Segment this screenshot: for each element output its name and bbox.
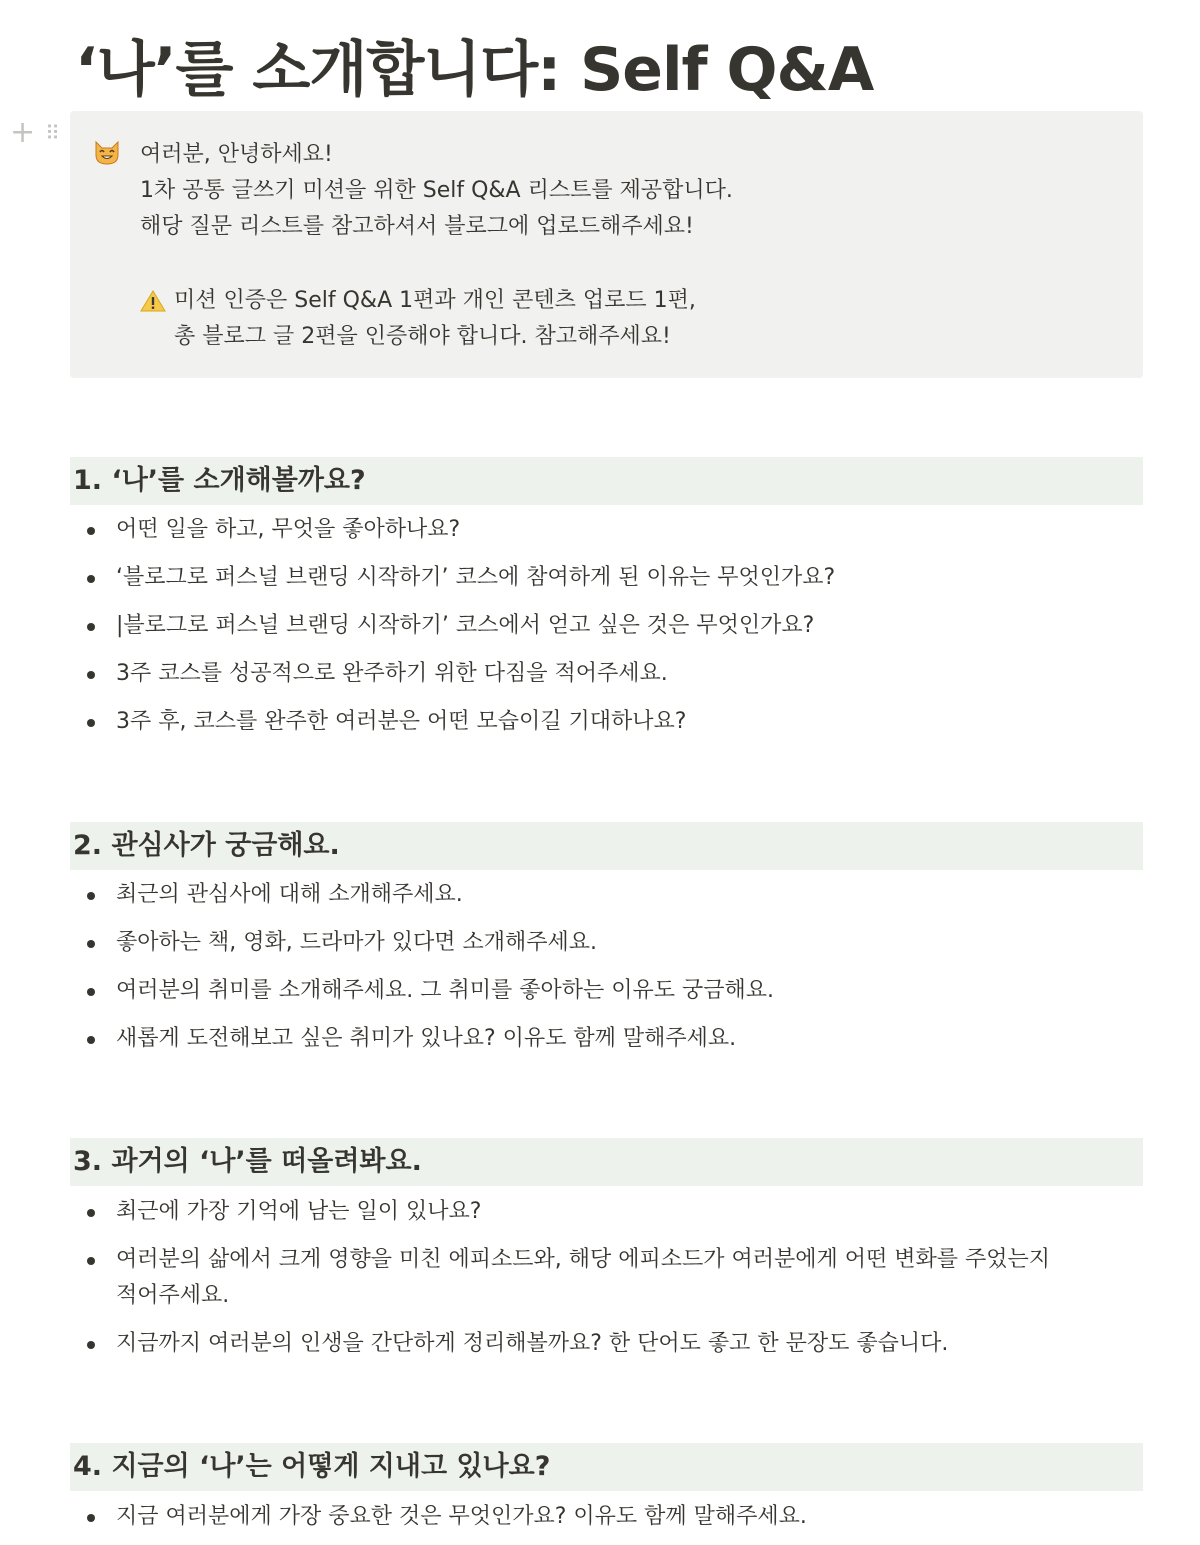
list-item[interactable] [70, 973, 1143, 1021]
bullet-dot-icon [70, 925, 116, 961]
bullet-dot-icon [70, 1499, 116, 1535]
warning-line [140, 283, 733, 319]
bullet-dot-icon [70, 1326, 116, 1362]
list-item-text: 3주 후, 코스를 완주한 여러분은 어떤 모습이길 기대하나요? [116, 709, 687, 734]
list-item-text: 여러분의 삶에서 크게 영향을 미친 에피소드와, 해당 에피소드가 여러분에게 어떤 변화를 주었는지 적어주세요. [116, 1247, 1051, 1308]
block-handle [10, 115, 58, 150]
bullet-dot-icon [70, 608, 116, 644]
bullet-dot-icon [70, 560, 116, 596]
warning-icon [140, 289, 166, 313]
list-item[interactable] [70, 1242, 1143, 1326]
list-item[interactable] [70, 608, 1143, 656]
callout-line: 1차 공통 글쓰기 미션을 위한 Self Q&A 리스트를 제공합니다. [140, 178, 733, 203]
list-item[interactable] [70, 1499, 1143, 1545]
list-item[interactable] [70, 656, 1143, 704]
list-item-text: 지금 여러분에게 가장 중요한 것은 무엇인가요? 이유도 함께 말해주세요. [116, 1504, 807, 1529]
warning-text: 미션 인증은 Self Q&A 1편과 개인 콘텐츠 업로드 1편, [174, 288, 696, 313]
bullet-dot-icon [70, 1194, 116, 1230]
page-title[interactable]: ‘나’를 소개합니다: Self Q&A [75, 35, 874, 105]
bullet-dot-icon [70, 877, 116, 913]
list-item[interactable] [70, 704, 1143, 752]
list-item-text: 최근에 가장 기억에 남는 일이 있나요? [116, 1199, 482, 1224]
bullet-dot-icon [70, 1242, 116, 1278]
drag-handle-icon[interactable]: ⠿ [45, 121, 58, 145]
add-block-icon[interactable]: + [10, 115, 36, 150]
section-heading-2[interactable]: 2. 관심사가 궁금해요. [70, 822, 1143, 870]
callout-text[interactable] [140, 137, 733, 355]
bullet-list-2 [70, 877, 1143, 1069]
list-item-text: 좋아하는 책, 영화, 드라마가 있다면 소개해주세요. [116, 930, 597, 955]
list-item-text: ‘블로그로 퍼스널 브랜딩 시작하기’ 코스에 참여하게 된 이유는 무엇인가요? [116, 565, 836, 590]
callout-line: 여러분, 안녕하세요! [140, 142, 333, 167]
list-item-text: 새롭게 도전해보고 싶은 취미가 있나요? 이유도 함께 말해주세요. [116, 1026, 737, 1051]
bullet-dot-icon [70, 1021, 116, 1057]
bullet-dot-icon [70, 656, 116, 692]
bullet-list-4 [70, 1499, 1143, 1545]
section-heading-4[interactable]: 4. 지금의 ‘나’는 어떻게 지내고 있나요? [70, 1443, 1143, 1491]
list-item[interactable] [70, 877, 1143, 925]
intro-callout[interactable] [70, 111, 1143, 378]
section-heading-1[interactable]: 1. ‘나’를 소개해볼까요? [70, 457, 1143, 505]
list-item-text: 3주 코스를 성공적으로 완주하기 위한 다짐을 적어주세요. [116, 661, 668, 686]
list-item[interactable] [70, 1194, 1143, 1242]
list-item-text: 어떤 일을 하고, 무엇을 좋아하나요? [116, 517, 461, 542]
list-item[interactable] [70, 512, 1143, 560]
section-heading-3[interactable]: 3. 과거의 ‘나’를 떠올려봐요. [70, 1138, 1143, 1186]
list-item-text: 지금까지 여러분의 인생을 간단하게 정리해볼까요? 한 단어도 좋고 한 문장도 좋습니다. [116, 1331, 949, 1356]
cat-face-icon[interactable] [92, 137, 122, 167]
list-item[interactable] [70, 925, 1143, 973]
bullet-dot-icon [70, 512, 116, 548]
list-item[interactable] [70, 1021, 1143, 1069]
callout-line: 해당 질문 리스트를 참고하셔서 블로그에 업로드해주세요! [140, 214, 694, 239]
bullet-dot-icon [70, 704, 116, 740]
list-item-text: |블로그로 퍼스널 브랜딩 시작하기’ 코스에서 얻고 싶은 것은 무엇인가요? [116, 613, 815, 638]
warning-text-continued: 총 블로그 글 2편을 인증해야 합니다. 참고해주세요! [174, 324, 671, 349]
list-item[interactable] [70, 560, 1143, 608]
bullet-list-1 [70, 512, 1143, 752]
callout-spacer [140, 245, 733, 283]
list-item-text: 최근의 관심사에 대해 소개해주세요. [116, 882, 463, 907]
bullet-dot-icon [70, 973, 116, 1009]
list-item[interactable] [70, 1326, 1143, 1374]
bullet-list-3 [70, 1194, 1143, 1374]
list-item-text: 여러분의 취미를 소개해주세요. 그 취미를 좋아하는 이유도 궁금해요. [116, 978, 774, 1003]
